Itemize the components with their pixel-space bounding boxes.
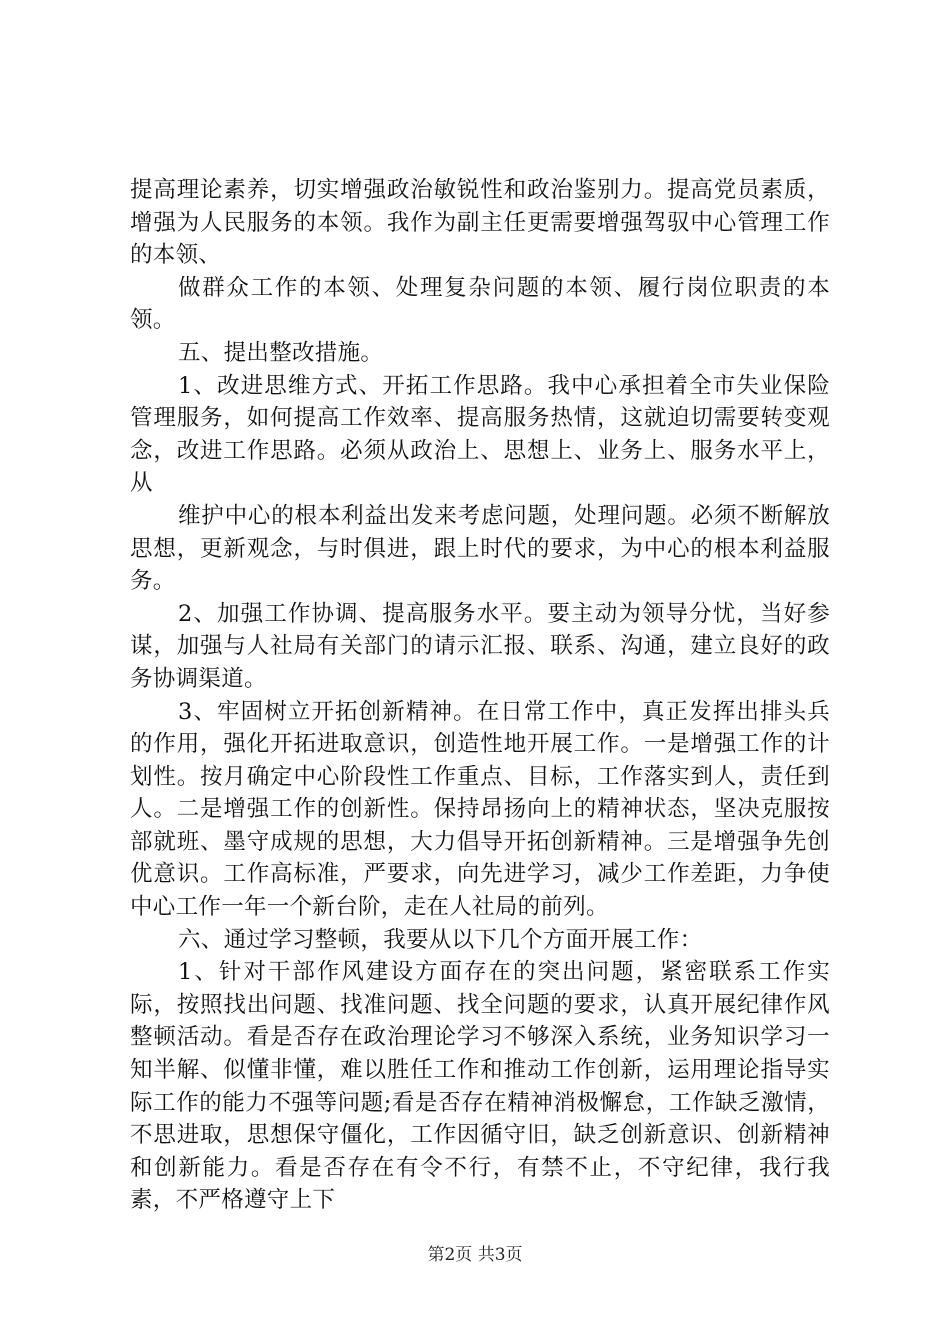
- paragraph-work-1: 1、针对干部作风建设方面存在的突出问题，紧密联系工作实际，按照找出问题、找准问题、找全问题的要求，认真开展纪律作风整顿活动。看是否存在政治理论学习不够深入系统，业务知识学习一知半解、似懂非懂，难以胜任工作和推动工作创新，运用理论指导实际工作的能力不强等问题;看是否存在精神消极懈怠，工作缺乏激情，不思进取，思想保守僵化，工作因循守旧，缺乏创新意识、创新精神和创新能力。看是否存在有令不行，有禁不止，不守纪律，我行我素，不严格遵守上下: [130, 959, 830, 1214]
- paragraph-1: 提高理论素养，切实增强政治敏锐性和政治鉴别力。提高党员素质，增强为人民服务的本领。我作为副主任更需要增强驾驭中心管理工作的本领、: [130, 177, 830, 269]
- section-heading-5: 五、提出整改措施。: [178, 339, 384, 366]
- section-heading-6: 六、通过学习整顿，我要从以下几个方面开展工作：: [178, 926, 703, 953]
- paragraph-measure-1: 1、改进思维方式、开拓工作思路。我中心承担着全市失业保险管理服务，如何提高工作效率、提高服务热情，这就迫切需要转变观念，改进工作思路。必须从政治上、思想上、业务上、服务水平上，从: [130, 372, 830, 497]
- paragraph-measure-2: 2、加强工作协调、提高服务水平。要主动为领导分忧，当好参谋，加强与人社局有关部门的请示汇报、联系、沟通，建立良好的政务协调渠道。: [130, 600, 830, 692]
- page-footer: 第2页 共3页: [427, 1245, 523, 1265]
- paragraph-measure-3: 3、牢固树立开拓创新精神。在日常工作中，真正发挥出排头兵的作用，强化开拓进取意识，创造性地开展工作。一是增强工作的计划性。按月确定中心阶段性工作重点、目标，工作落实到人，责任到人。二是增强工作的创新性。保持昂扬向上的精神状态，坚决克服按部就班、墨守成规的思想，大力倡导开拓创新精神。三是增强争先创优意识。工作高标准，严要求，向先进学习，减少工作差距，力争使中心工作一年一个新台阶，走在人社局的前列。: [130, 698, 830, 921]
- document-body: [130, 174, 830, 1217]
- paragraph-2: 做群众工作的本领、处理复杂问题的本领、履行岗位职责的本领。: [130, 274, 830, 334]
- paragraph-measure-1-cont: 维护中心的根本利益出发来考虑问题，处理问题。必须不断解放思想，更新观念，与时俱进，跟上时代的要求，为中心的根本利益服务。: [130, 502, 830, 595]
